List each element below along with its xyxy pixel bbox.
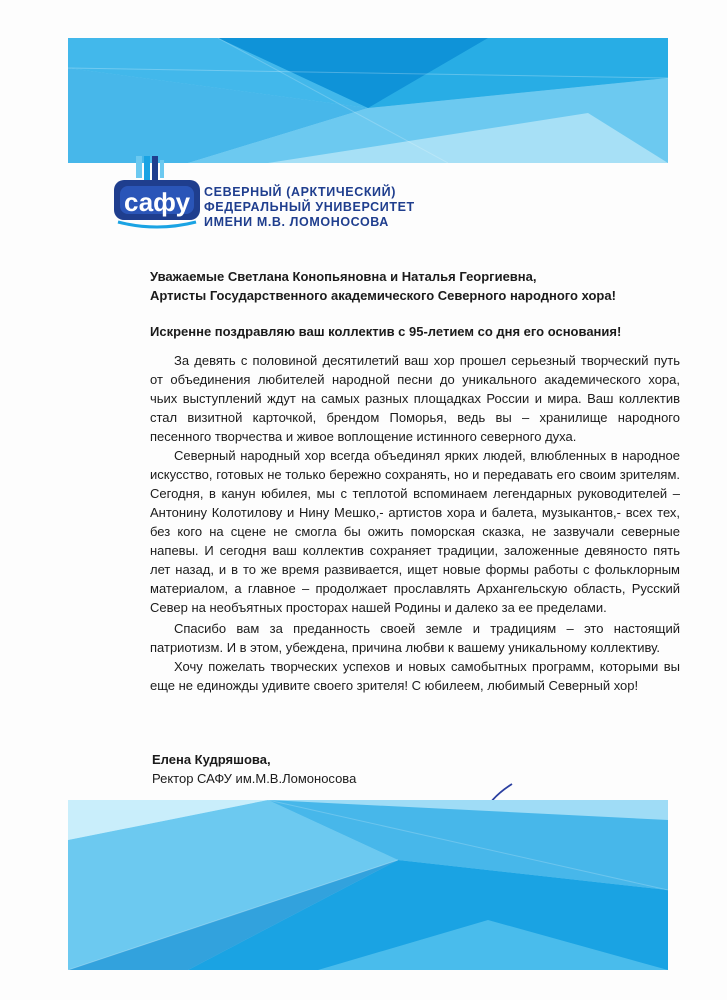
signer-name: Елена Кудряшова, [152,752,271,767]
logo-word: сафу [123,187,191,217]
university-name-line: СЕВЕРНЫЙ (АРКТИЧЕСКИЙ) [204,185,396,199]
letter-paragraph: Северный народный хор всегда объединял ярких людей, влюбленных в народное искусство, готовых не только бережно сохранять, но и передавать его своим зрителям. Сегодня, в канун юбилея, мы с теплотой вспоминаем легендарных руководителей – Антонину Колотилову и Нину Мешко,- артистов хора и балета, музыкантов,- всех тех, без кого на сцене не смогла бы ожить поморская сказка, не зазвучали северные напевы. И сегодня ваш коллектив сохраняет традиции, заложенные девяносто пять лет назад, и в то же время развивается, ищет новые формы работы с фольклорным материалом, а главное – продолжает прославлять Архангельскую область, Русский Север на необъятных просторах нашей Родины и далеко за ее пределами. [150,448,680,615]
top-banner-graphic [68,38,668,163]
university-logo [114,156,200,230]
congratulation-headline: Искренне поздравляю ваш коллектив с 95-летием со дня его основания! [150,324,622,339]
letter-paragraph: Хочу пожелать творческих успехов и новых самобытных программ, которыми вы еще не единожды удивите своего зрителя! С юбилеем, любимый Северный хор! [150,659,680,693]
signature-block [152,750,356,788]
salutation [150,267,680,305]
bottom-banner-graphic [68,800,668,970]
signer-title: Ректор САФУ им.М.В.Ломоносова [152,771,357,786]
letter-paragraph: За девять с половиной десятилетий ваш хор прошел серьезный творческий путь от объединения любителей народной песни до уникального академического хора, чьих выступлений ждут на самых разных площадках России и мира. Ваш коллектив стал визитной карточкой, брендом Поморья, ведь вы – хранилище народного песенного творчества и живое воплощение истинного северного духа. [150,353,680,444]
university-name [204,185,415,230]
university-name-line: ИМЕНИ М.В. ЛОМОНОСОВА [204,215,389,229]
salutation-line: Уважаемые Светлана Конопьяновна и Наталья Георгиевна, [150,269,537,284]
letter-paragraph: Спасибо вам за преданность своей земле и традициям – это настоящий патриотизм. И в этом, убеждена, причина любви к вашему уникальному коллективу. [150,621,680,655]
letter-body [150,267,680,695]
salutation-line: Артисты Государственного академического Северного народного хора! [150,288,616,303]
university-name-line: ФЕДЕРАЛЬНЫЙ УНИВЕРСИТЕТ [204,200,415,214]
